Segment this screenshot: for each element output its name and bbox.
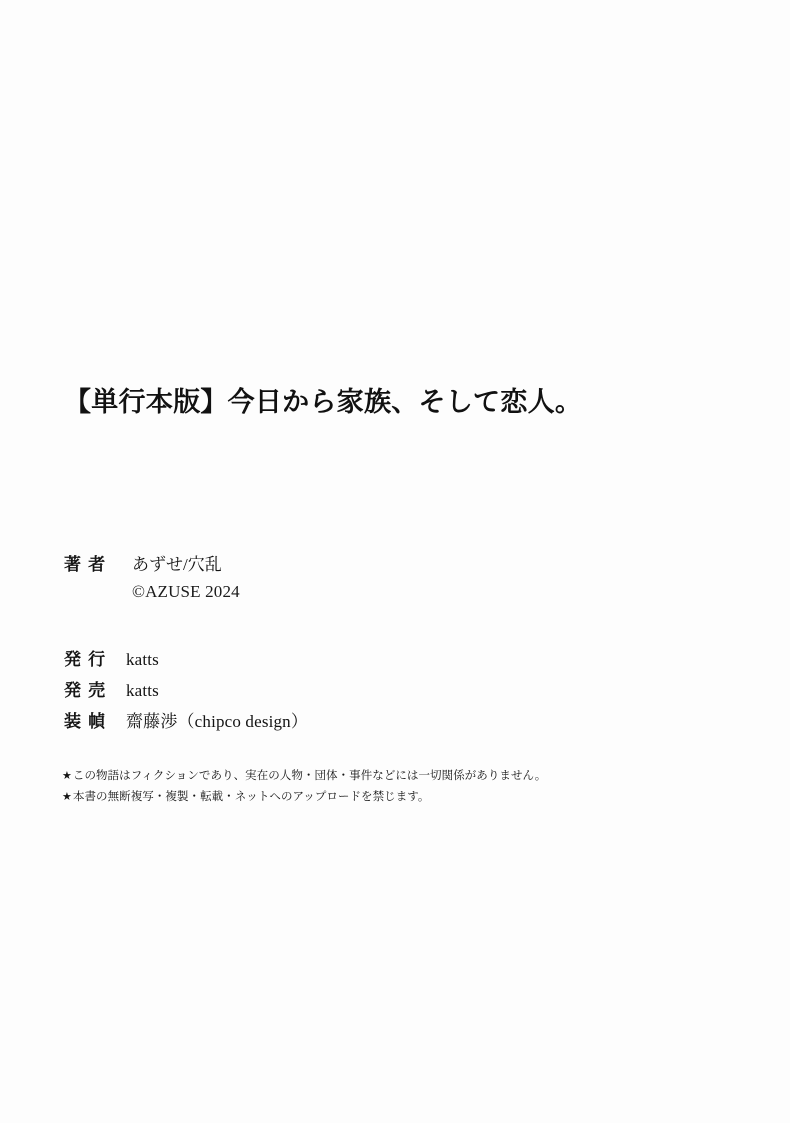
book-design-value: 齋藤渉（chipco design） [126, 712, 309, 732]
book-design-label: 装幀 [64, 712, 113, 732]
author-label: 著者 [64, 555, 113, 574]
author-row [64, 552, 684, 578]
distributor-value: katts [126, 680, 159, 700]
distributor-row [64, 675, 684, 706]
notices-block [62, 766, 722, 809]
credits-spacer [64, 606, 684, 644]
notice-copyright-text: 本書の無断複写・複製・転載・ネットへのアップロードを禁じます。 [72, 791, 430, 804]
star-icon: ★ [62, 770, 72, 782]
notice-fiction-text: この物語はフィクションであり、実在の人物・団体・事件などには一切関係がありません。 [72, 770, 547, 782]
book-design-row [64, 706, 684, 737]
star-icon: ★ [62, 791, 72, 804]
credits-block [64, 552, 684, 738]
page-title: 【単行本版】今日から家族、そして恋人。 [64, 387, 583, 417]
author-value: あずせ/穴乱 [132, 555, 222, 574]
notice-fiction [62, 766, 722, 787]
publisher-value: katts [126, 649, 159, 669]
distributor-label: 発売 [64, 680, 113, 700]
publisher-label: 発行 [64, 649, 113, 669]
copyright-line: ©AZUSE 2024 [132, 582, 240, 602]
notice-copyright [62, 787, 722, 808]
publisher-row [64, 644, 684, 675]
